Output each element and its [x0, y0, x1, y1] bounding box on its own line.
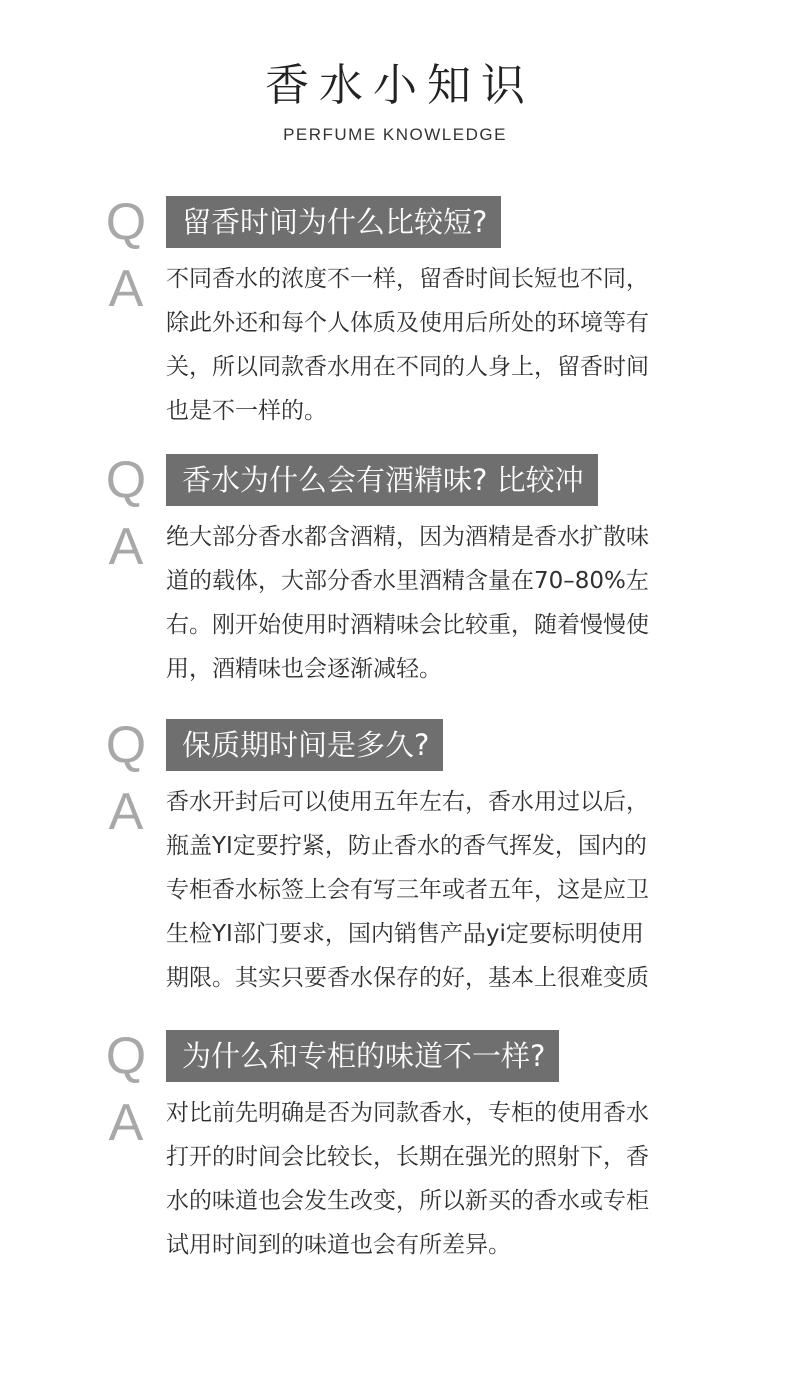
answer-row [0, 515, 790, 691]
answer-line: 对比前先明确是否为同款香水，专柜的使用香水 [166, 1100, 649, 1126]
question-box: 香水为什么会有酒精味? 比较冲 [166, 454, 598, 506]
a-letter: A [108, 518, 144, 576]
answer-line: 关，所以同款香水用在不同的人身上，留香时间 [166, 354, 649, 380]
answer-line: 打开的时间会比较长，长期在强光的照射下，香 [166, 1144, 649, 1170]
a-letter: A [108, 783, 144, 841]
page-title: 香水小知识 [265, 60, 535, 111]
q-letter: Q [105, 1027, 147, 1085]
answer-line: 期限。其实只要香水保存的好，基本上很难变质 [166, 965, 649, 991]
faq-item [0, 717, 790, 1000]
faq-item [0, 1028, 790, 1267]
answer-row [0, 1091, 790, 1267]
answer-text [166, 1091, 694, 1267]
answer-line: 用，酒精味也会逐渐减轻。 [166, 656, 442, 682]
answer-line: 香水开封后可以使用五年左右，香水用过以后， [166, 789, 649, 815]
page-header [0, 58, 790, 146]
faq-item [0, 194, 790, 433]
q-letter: Q [105, 193, 147, 251]
answer-row [0, 257, 790, 433]
answer-text [166, 515, 694, 691]
answer-line: 绝大部分香水都含酒精，因为酒精是香水扩散味 [166, 524, 649, 550]
question-box: 保质期时间是多久? [166, 719, 443, 771]
faq-item [0, 452, 790, 691]
question-box: 为什么和专柜的味道不一样? [166, 1030, 559, 1082]
answer-line: 水的味道也会发生改变，所以新买的香水或专柜 [166, 1188, 649, 1214]
question-row [0, 452, 790, 512]
answer-row [0, 780, 790, 1000]
question-row [0, 1028, 790, 1088]
answer-line: 除此外还和每个人体质及使用后所处的环境等有 [166, 310, 649, 336]
a-letter: A [108, 260, 144, 318]
answer-line: 右。刚开始使用时酒精味会比较重，随着慢慢使 [166, 612, 649, 638]
a-letter: A [108, 1094, 144, 1152]
question-row [0, 717, 790, 777]
answer-line: 瓶盖YI定要拧紧，防止香水的香气挥发，国内的 [166, 833, 647, 859]
answer-line: 专柜香水标签上会有写三年或者五年，这是应卫 [166, 877, 649, 903]
answer-line: 试用时间到的味道也会有所差异。 [166, 1232, 511, 1258]
q-letter: Q [105, 716, 147, 774]
question-box: 留香时间为什么比较短? [166, 196, 501, 248]
answer-line: 生检YI部门要求，国内销售产品yi定要标明使用 [166, 921, 644, 947]
answer-line: 道的载体，大部分香水里酒精含量在70–80%左 [166, 568, 649, 594]
answer-text [166, 780, 694, 1000]
answer-line: 也是不一样的。 [166, 398, 327, 424]
page-subtitle: PERFUME KNOWLEDGE [283, 125, 507, 144]
q-letter: Q [105, 451, 147, 509]
answer-line: 不同香水的浓度不一样，留香时间长短也不同， [166, 266, 649, 292]
answer-text [166, 257, 694, 433]
question-row [0, 194, 790, 254]
